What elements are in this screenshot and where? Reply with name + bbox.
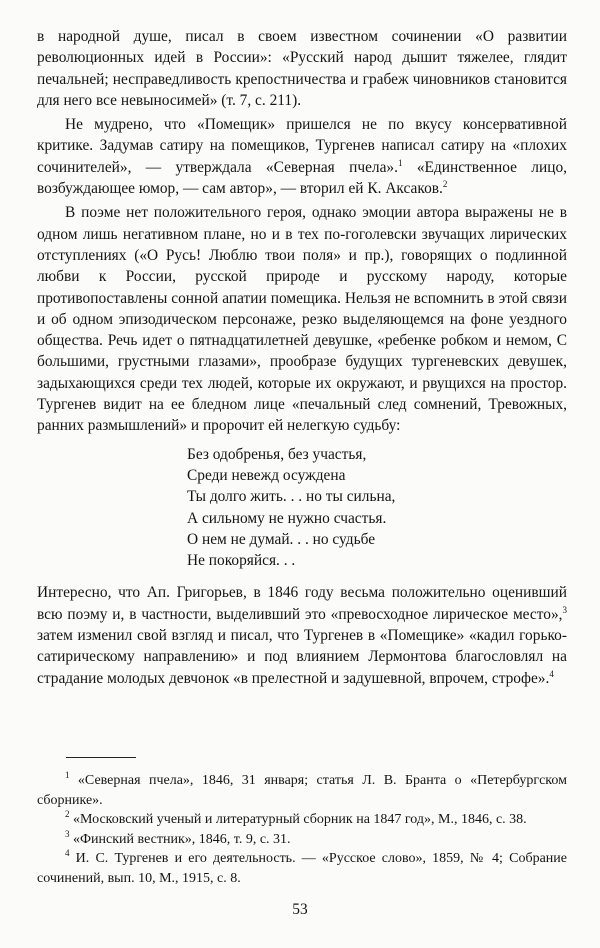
- poem-line: А сильному не нужно счастья.: [187, 509, 387, 527]
- poem-line: Не покоряйся. . .: [187, 552, 296, 570]
- footnote-3: $^3$ «Финский вестник», 1846, т. 9, с. 31.: [65, 828, 291, 847]
- paragraph-4: Интересно, что Ап. Григорьев, в 1846 году весьма положительно оценивший всю поэму и, в частности, выделивший это «превосходное лирическое место»,$^3$ затем изменил свой взгляд и писал, что Тургенев в «Помещике» «кадил горько-сатирическому направлению» и под влиянием Лермонтова благословлял на страдание молодых девчонок «в прелестной и задушевной, впрочем, строфе».$^4$: [37, 584, 567, 687]
- page-number: 53: [292, 901, 308, 918]
- poem-quote: [187, 444, 567, 572]
- poem-line: Без одобренья, без участья,: [187, 445, 367, 463]
- poem-line: Среди невежд осуждена: [187, 466, 346, 484]
- footnote-ref-3[interactable]: 3: [562, 604, 567, 615]
- footnotes: [37, 771, 567, 889]
- footnote-ref-4[interactable]: 4: [549, 668, 554, 679]
- footnote-ref-1[interactable]: 1: [397, 157, 403, 168]
- paragraph-2: Не мудрено, что «Помещик» пришелся не по вкусу консервативной критике. Задумав сатиру на помещиков, Тургенев написал сатиру на «плохих сочинителей», — утверждала «Северная пчела».$^1$ «Единственное лицо, возбуждающее юмор, — сам автор», — вторил ей К. Аксаков.$^2$: [37, 116, 568, 198]
- footnote-4: $^4$ И. С. Тургенев и его деятельность. — «Русское слово», 1859, № 4; Собрание сочинений, вып. 10, М., 1915, с. 8.: [37, 848, 567, 886]
- poem-line: О нем не думай. . . но судьбе: [187, 530, 376, 548]
- poem-line: Ты долго жить. . . но ты сильна,: [187, 488, 396, 506]
- footnote-ref-2[interactable]: 2: [442, 179, 448, 190]
- paragraph-1: в народной душе, писал в своем известном сочинении «О развитии революционных идей в России»: «Русский народ дышит тяжелее, глядит печальней; несправедливость крепостничества и грабеж чиновников становится для него все невыносимей» (т. 7, с. 211).: [37, 28, 567, 109]
- footnote-2: $^2$ «Московский ученый и литературный сборник на 1847 год», М., 1846, с. 38.: [65, 809, 527, 828]
- paragraph-3: В поэме нет положительного героя, однако эмоции автора выражены не в одном лишь негативном плане, но и в тех по-гоголевски звучащих лирических отступлениях («О Русь! Люблю твои поля» и пр.), говорящих о подлинной любви к России, русской природе и русскому народу, которые противопоставлены сонной апатии помещика. Нельзя не вспомнить в этой связи и об одном эпизодическом персонаже, резко выделяющемся на фоне уездного общества. Речь идет о пятнадцатилетней девушке, «ребенке робком и немом, С большими, грустными глазами», прообразе будущих тургеневских девушек, задыхающихся среди тех людей, которые их окружают, и рвущихся на простор. Тургенев видит на ее бледном лице «печальный след сомнений, Тревожных, ранних размышлений» и пророчит ей нелегкую судьбу:: [37, 204, 567, 435]
- main-text: [37, 26, 567, 689]
- footnote-divider: [66, 757, 136, 758]
- footnote-1: $^1$ «Северная пчела», 1846, 31 января; статья Л. В. Бранта о «Петербургском сборнике».: [37, 770, 567, 808]
